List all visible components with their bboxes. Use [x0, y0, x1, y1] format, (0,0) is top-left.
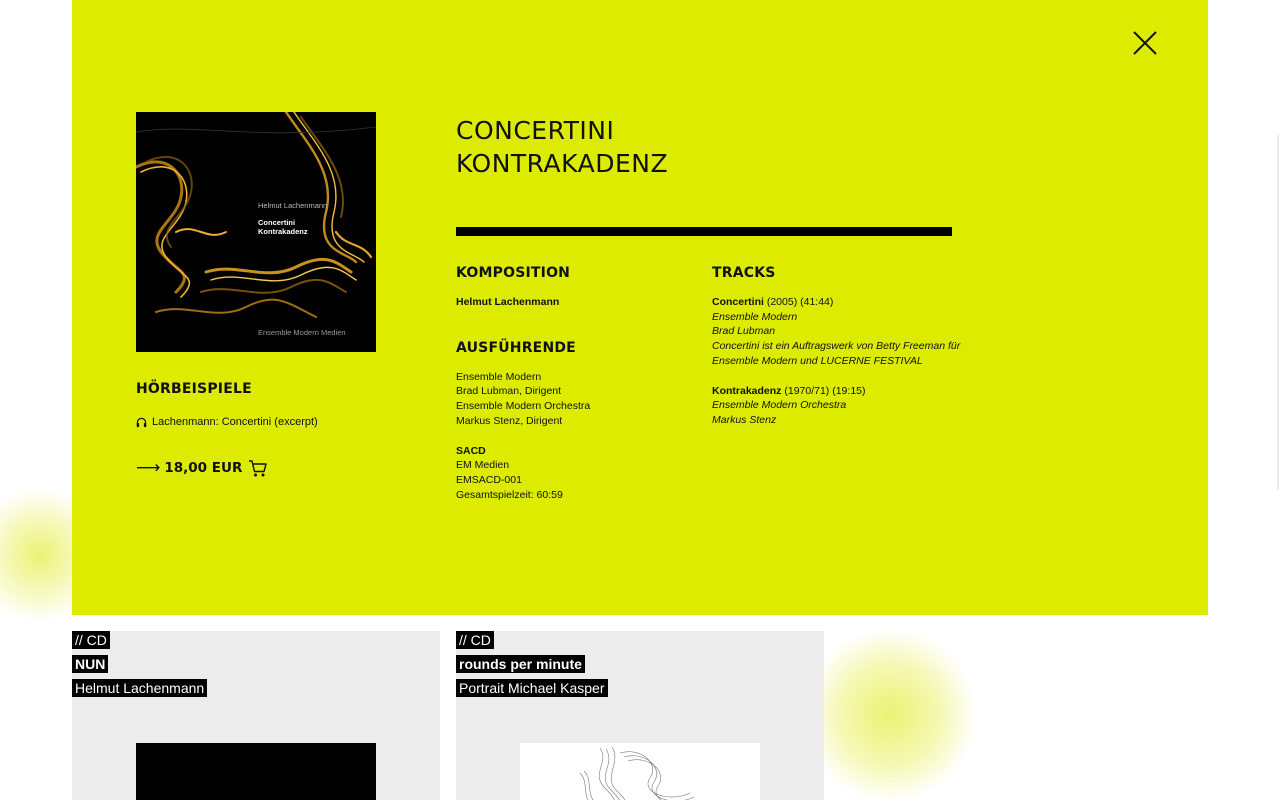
audio-sample-label[interactable]: Lachenmann: Concertini (excerpt)	[152, 416, 318, 428]
cover-title	[258, 218, 348, 236]
format-line: EMSACD-001	[456, 473, 522, 486]
komposition-heading: KOMPOSITION	[456, 265, 571, 281]
card-cover-image	[136, 743, 376, 800]
cover-composer: Helmut Lachenmann	[258, 201, 328, 210]
track-line: Ensemble Modern	[712, 310, 798, 323]
card-artist: Helmut Lachenmann	[72, 679, 207, 697]
background-glow	[800, 630, 980, 800]
cover-title-line: Concertini	[258, 218, 296, 227]
card-type-tag: // CD	[456, 631, 494, 649]
performer-line: Ensemble Modern Orchestra	[456, 400, 591, 413]
price[interactable]: 18,00 EUR	[164, 460, 243, 476]
performer-line: Ensemble Modern	[456, 370, 542, 383]
scrollbar-track[interactable]	[1277, 135, 1279, 490]
album-title-line: KONTRAKADENZ	[456, 149, 669, 178]
card-type-tag: // CD	[72, 631, 110, 649]
track-header	[712, 295, 972, 310]
product-card-nun[interactable]	[72, 631, 440, 800]
card-cover-image	[520, 743, 760, 800]
album-title	[456, 114, 956, 180]
close-button[interactable]	[1130, 28, 1160, 58]
cart-icon[interactable]	[248, 459, 268, 478]
cover-line-art	[520, 743, 760, 800]
cover-title-line: Kontrakadenz	[258, 227, 308, 236]
album-cover	[136, 112, 376, 352]
track-line: Brad Lubman	[712, 325, 776, 338]
track-line: Markus Stenz	[712, 413, 777, 426]
album-title-line: CONCERTINI	[456, 116, 615, 145]
track-line: Ensemble Modern und LUCERNE FESTIVAL	[712, 354, 923, 367]
track-line: Ensemble Modern Orchestra	[712, 399, 847, 412]
headphones-icon	[136, 417, 147, 428]
card-title: rounds per minute	[456, 655, 585, 673]
tracks-column	[712, 265, 972, 428]
hoerbeispiele-heading: HÖRBEISPIELE	[136, 381, 252, 397]
tracks-heading: TRACKS	[712, 265, 776, 281]
format-line: EM Medien	[456, 459, 510, 472]
card-title: NUN	[72, 655, 108, 673]
title-divider	[456, 227, 952, 236]
performer-line: Markus Stenz, Dirigent	[456, 414, 563, 427]
ausfuehrende-heading: AUSFÜHRENDE	[456, 339, 576, 356]
card-artist: Portrait Michael Kasper	[456, 679, 608, 697]
format-heading: SACD	[456, 444, 486, 457]
track-meta: (1970/71) (19:15)	[781, 384, 866, 397]
audio-sample-link[interactable]	[136, 416, 318, 428]
product-card-rounds-per-minute[interactable]	[456, 631, 824, 800]
performer-line: Brad Lubman, Dirigent	[456, 385, 562, 398]
product-detail-modal	[72, 0, 1208, 615]
track-line: Concertini ist ein Auftragswerk von Betty Freeman für	[712, 340, 961, 353]
track-title: Kontrakadenz	[712, 384, 782, 397]
track-title: Concertini	[712, 296, 764, 308]
close-icon[interactable]	[1130, 28, 1160, 58]
cover-label: Ensemble Modern Medien	[258, 328, 346, 337]
track-header	[712, 384, 972, 399]
arrow-right-icon: ⟶	[136, 458, 161, 478]
format-line: Gesamtspielzeit: 60:59	[456, 488, 563, 501]
add-to-cart-button[interactable]	[136, 458, 268, 478]
credits-column	[456, 265, 696, 502]
composer-name: Helmut Lachenmann	[456, 296, 560, 308]
track-meta: (2005) (41:44)	[763, 296, 834, 308]
